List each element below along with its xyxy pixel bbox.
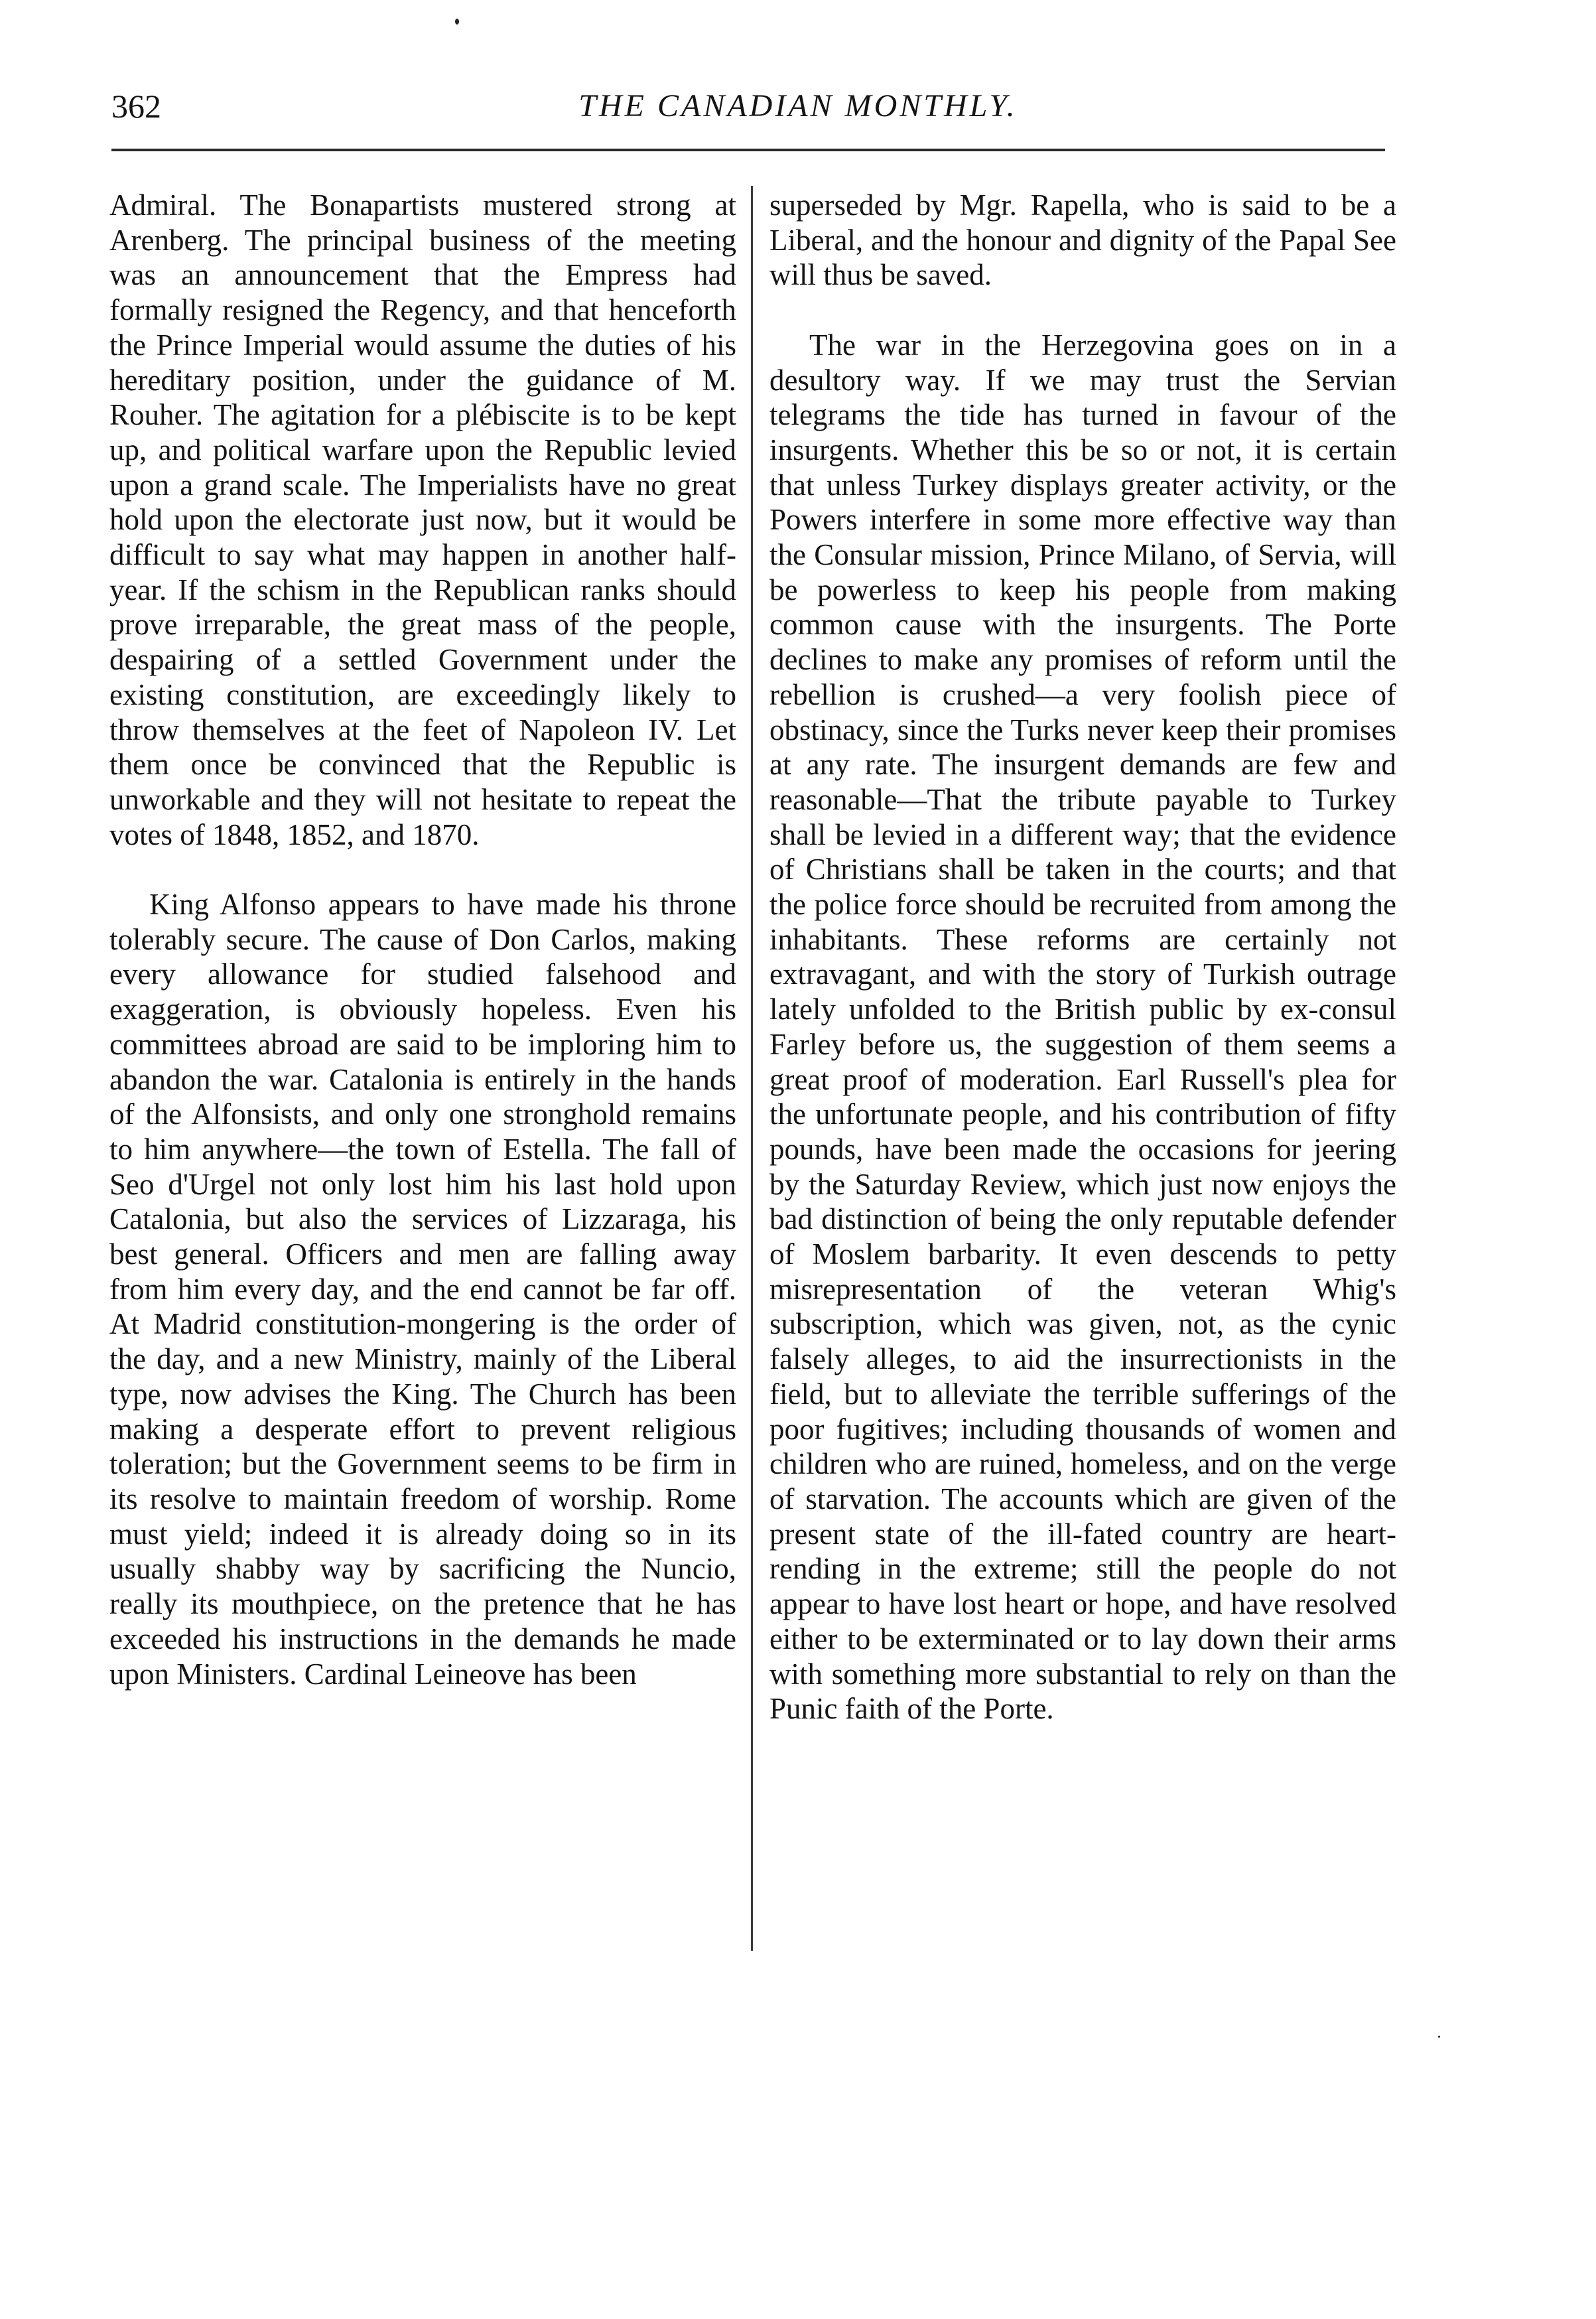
paragraph-bonapartists: Admiral. The Bonapartists mustered strong at Arenberg. The principal business of the meeting was an announcement that the Empress had formally resigned the Regency, and that henceforth the Prince Imperial would assume the duties of his hereditary position, under the guidance of M. Rouher. The agitation for a plébiscite is to be kept up, and political warfare upon the Republic levied upon a grand scale. The Imperialists have no great hold upon the electorate just now, but it would be difficult to say what may happen in another half-year. If the schism in the Republican ranks should prove irreparable, the great mass of the people, despairing of a settled Government under the existing constitution, are exceedingly likely to throw themselves at the feet of Napoleon IV. Let them once be convinced that the Republic is unworkable and they will not hesitate to repeat the votes of 1848, 1852, and 1870. (109, 188, 736, 851)
paragraph-herzegovina: The war in the Herzegovina goes on in a desultory way. If we may trust the Servian telegrams the tide has turned in favour of the insurgents. Whether this be so or not, it is certain that unless Turkey displays greater activity, or the Powers interfere in some more effective way than the Consular mission, Prince Milano, of Servia, will be powerless to keep his people from making common cause with the insurgents. The Porte declines to make any promises of reform until the rebellion is crushed—a very foolish piece of obstinacy, since the Turks never keep their promises at any rate. The insurgent demands are few and reasonable—That the tribute payable to Turkey shall be levied in a different way; that the evidence of Christians shall be taken in the courts; and that the police force should be recruited from among the inhabitants. These reforms are certainly not extravagant, and with the story of Turkish outrage lately unfolded to the British public by ex-consul Farley before us, the suggestion of them seems a great proof of moderation. Earl Russell's plea for the unfortunate people, and his contribution of fifty pounds, have been made the occasions for jeering by the Saturday Review, which just now enjoys the bad distinction of being the only reputable defender of Moslem barbarity. It even descends to petty misrepresentation of the veteran Whig's subscription, which was given, not, as the cynic falsely alleges, to aid the insurrectionists in the field, but to alleviate the terrible sufferings of the poor fugitives; including thousands of women and children who are ruined, homeless, and on the verge of starvation. The accounts which are given of the present state of the ill-fated country are heart-rending in the extreme; still the people do not appear to have lost heart or hope, and have resolved either to be exterminated or to lay down their arms with something more substantial to rely on than the Punic faith of the Porte. (769, 328, 1396, 1726)
header-rule (111, 149, 1385, 151)
paragraph-rapella: superseded by Mgr. Rapella, who is said to be a Liberal, and the honour and dignity of the Papal See will thus be saved. (769, 188, 1396, 292)
right-column (769, 188, 1396, 1726)
left-column (109, 188, 736, 1691)
paragraph-alfonso: King Alfonso appears to have made his throne tolerably secure. The cause of Don Carlos, making every allowance for studied falsehood and exaggeration, is obviously hopeless. Even his committees abroad are said to be imploring him to abandon the war. Catalonia is entirely in the hands of the Alfonsists, and only one stronghold remains to him anywhere—the town of Estella. The fall of Seo d'Urgel not only lost him his last hold upon Catalonia, but also the services of Lizzaraga, his best general. Officers and men are falling away from him every day, and the end cannot be far off. At Madrid constitution-mongering is the order of the day, and a new Ministry, mainly of the Liberal type, now advises the King. The Church has been making a desperate effort to prevent religious toleration; but the Government seems to be firm in its resolve to maintain freedom of worship. Rome must yield; indeed it is already doing so in its usually shabby way by sacrificing the Nuncio, really its mouthpiece, on the pretence that he has exceeded his instructions in the demands he made upon Ministers. Cardinal Leineove has been (109, 888, 736, 1691)
ink-speck-bottom-right (1438, 2036, 1440, 2038)
page-number: 362 (111, 88, 161, 125)
ink-speck-top (455, 19, 459, 25)
running-title: THE CANADIAN MONTHLY. (578, 88, 1018, 123)
column-divider (751, 186, 753, 1951)
